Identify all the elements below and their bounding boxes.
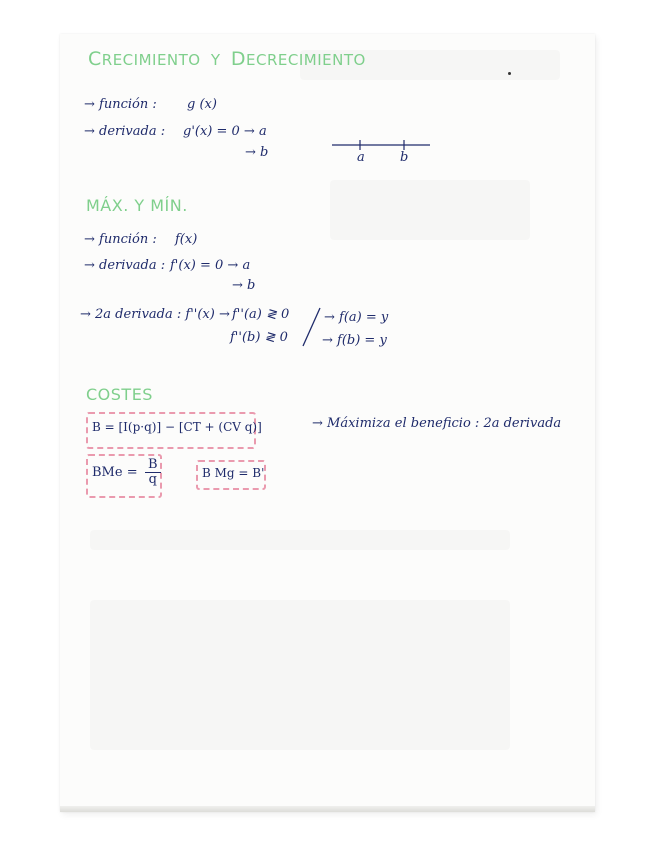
s1-funcion-value: g (x) [187,97,217,112]
heading-initial: C [88,48,102,70]
maximiza-note: → Máximiza el beneficio : 2a derivada [312,416,562,431]
heading-initial: D [230,48,246,70]
number-line-label-b: b [400,150,409,165]
show-through [90,600,510,750]
s1-derivada-value: g'(x) = 0 → a [183,124,267,139]
s2-derivada-value: f'(x) = 0 → a [170,258,251,273]
s2-result-a: → f(a) = y [324,310,389,325]
s2-derivada-label: → derivada : [84,258,166,273]
show-through [90,530,510,550]
s1-funcion-label: → función : [84,97,157,112]
heading-rest: ECRECIMIENTO [246,51,366,69]
bme-numerator: B [147,457,158,472]
s2-result-b: → f(b) = y [322,333,387,348]
profit-formula: B = [I(p·q)] − [CT + (CV q)] [92,420,262,434]
bme-label: BMe = [92,465,138,480]
slash-divider [300,306,322,348]
s2-condition-a: f''(a) ≷ 0 [232,307,290,322]
bme-denominator: q [148,472,157,487]
heading-rest: RECIMIENTO [101,51,201,69]
s1-derivada-label: → derivada : [84,124,166,139]
number-line-label-a: a [357,150,365,165]
s2-funcion-label: → función : [84,232,157,247]
show-through [330,180,530,240]
s1-derivada-value-b: → b [245,145,269,160]
heading-y: Y [210,51,221,69]
s2-second-derivative-label: → 2a derivada : f''(x) → [80,307,230,322]
bme-formula [92,458,161,487]
heading-max-min: MÁX. Y MÍN. [86,196,188,215]
s2-derivada-value-b: → b [232,278,256,293]
s2-funcion-value: f(x) [175,232,198,247]
heading-costes: COSTES [86,385,153,404]
s2-condition-b: f''(b) ≷ 0 [230,330,288,345]
heading-crecimiento [88,48,366,70]
ink-dot [508,72,511,75]
bmg-formula: B Mg = B' [202,466,265,480]
paper-edge [60,806,595,812]
number-line [332,135,430,165]
bme-fraction [145,458,161,487]
